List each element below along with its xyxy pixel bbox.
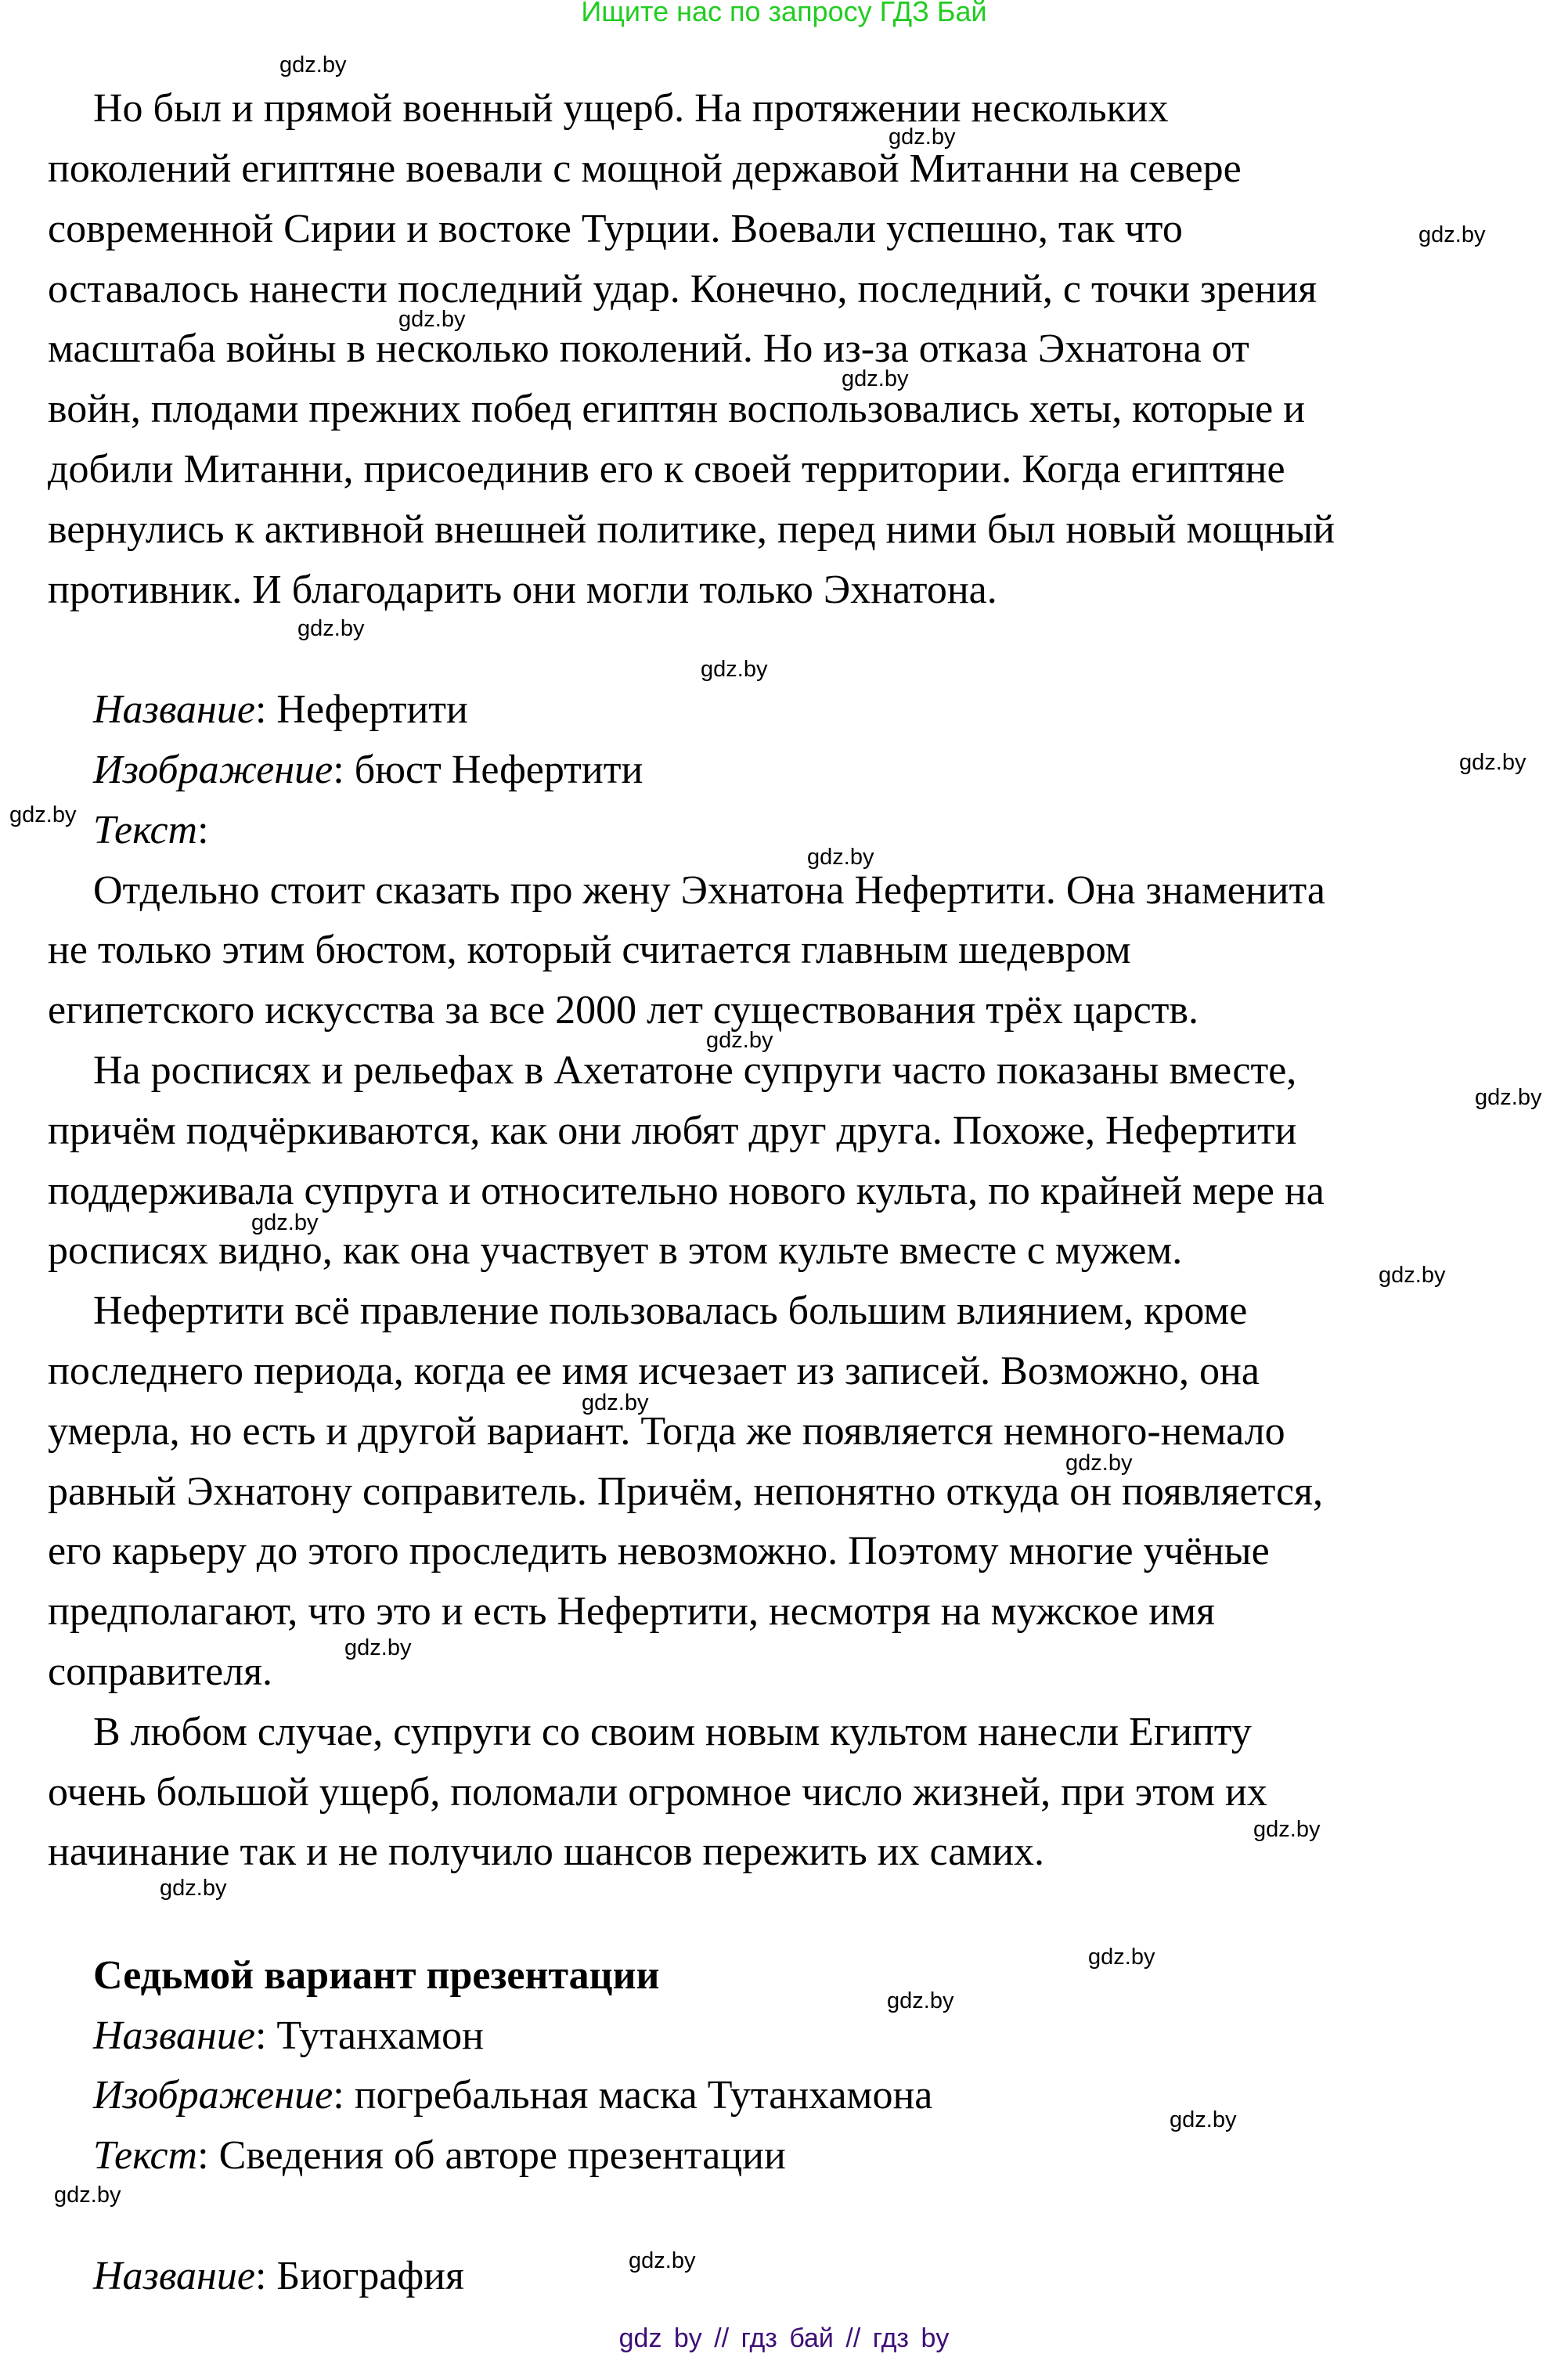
watermark: gdz.by — [1088, 1945, 1155, 1970]
text-line: современной Сирии и востоке Турции. Воевали успешно, так что — [48, 207, 1183, 251]
text-line: поколений египтяне воевали с мощной державой Митанни на севере — [48, 146, 1242, 191]
slide6-name — [93, 679, 468, 740]
watermark: gdz.by — [582, 1390, 649, 1415]
colon: : — [333, 748, 344, 792]
watermark: gdz.by — [344, 1635, 412, 1660]
text-line: предполагают, что это и есть Нефертити, несмотря на мужское имя — [48, 1589, 1215, 1634]
watermark: gdz.by — [1253, 1817, 1321, 1842]
label: Название — [93, 2013, 255, 2058]
watermark: gdz.by — [1170, 2107, 1237, 2132]
watermark: gdz.by — [1418, 222, 1486, 247]
watermark: gdz.by — [251, 1210, 319, 1235]
text-line: умерла, но есть и другой вариант. Тогда же появляется немного-немало — [48, 1409, 1285, 1454]
text-line: Но был и прямой военный ущерб. На протяжении нескольких — [93, 86, 1169, 131]
slide7-text — [93, 2125, 786, 2186]
watermark: gdz.by — [889, 124, 956, 150]
text-line: На росписях и рельефах в Ахетатоне супруги часто показаны вместе, — [93, 1048, 1297, 1093]
colon: : — [197, 2133, 209, 2178]
slide7-name — [93, 2006, 484, 2066]
text-line: Отдельно стоит сказать про жену Эхнатона Нефертити. Она знаменита — [93, 868, 1325, 913]
text-line: египетского искусства за все 2000 лет существования трёх царств. — [48, 988, 1199, 1033]
value: Сведения об авторе презентации — [218, 2133, 786, 2178]
slide6-image — [93, 740, 643, 800]
watermark: gdz.by — [297, 616, 365, 641]
text-line: противник. И благодарить они могли только Эхнатона. — [48, 568, 997, 612]
label: Название — [93, 687, 255, 732]
value: бюст Нефертити — [354, 748, 643, 792]
value: Биография — [276, 2254, 464, 2298]
watermark: gdz.by — [54, 2183, 121, 2208]
slide7-image — [93, 2065, 932, 2125]
colon: : — [254, 2254, 267, 2298]
text-line: добили Митанни, присоединив его к своей территории. Когда египтяне — [48, 447, 1285, 492]
text-line: оставалось нанести последний удар. Конечно, последний, с точки зрения — [48, 267, 1317, 312]
label: Изображение — [93, 2073, 333, 2118]
text-line: последнего периода, когда ее имя исчезает из записей. Возможно, она — [48, 1349, 1260, 1393]
label: Изображение — [93, 748, 333, 792]
text-line: росписях видно, как она участвует в этом культе вместе с мужем. — [48, 1228, 1183, 1273]
search-banner: Ищите нас по запросу ГДЗ Бай — [581, 0, 987, 27]
label: Текст — [93, 2133, 198, 2178]
colon: : — [197, 808, 209, 852]
text-line: начинание так и не получило шансов пережить их самих. — [48, 1829, 1045, 1874]
label: Текст — [93, 808, 198, 852]
text-line: вернулись к активной внешней политике, перед ними был новый мощный — [48, 507, 1336, 552]
text-line: поддерживала супруга и относительно нового культа, по крайней мере на — [48, 1169, 1325, 1213]
watermark: gdz.by — [807, 845, 874, 870]
text-line: его карьеру до этого проследить невозможно. Поэтому многие учёные — [48, 1529, 1270, 1573]
watermark: gdz.by — [706, 1028, 773, 1053]
watermark: gdz.by — [842, 366, 909, 391]
watermark: gdz.by — [1459, 750, 1527, 775]
watermark: gdz.by — [887, 1988, 954, 2013]
value: Нефертити — [276, 687, 468, 732]
colon: : — [254, 2013, 267, 2058]
slide6-text — [93, 800, 209, 860]
section-heading: Седьмой вариант презентации — [93, 1953, 660, 1998]
value: Тутанхамон — [276, 2013, 484, 2058]
slide8-name — [93, 2246, 464, 2306]
colon: : — [254, 687, 267, 732]
watermark: gdz.by — [1379, 1263, 1446, 1288]
text-line: соправителя. — [48, 1649, 273, 1694]
footer-links: gdz by // гдз бай // гдз by — [618, 2323, 950, 2353]
value: погребальная маска Тутанхамона — [354, 2073, 933, 2118]
text-line: очень большой ущерб, поломали огромное число жизней, при этом их — [48, 1770, 1267, 1815]
watermark: gdz.by — [1065, 1451, 1133, 1476]
label: Название — [93, 2254, 255, 2298]
watermark: gdz.by — [629, 2248, 696, 2273]
text-line: причём подчёркиваются, как они любят друг друга. Похоже, Нефертити — [48, 1108, 1297, 1153]
text-line: Нефертити всё правление пользовалась большим влиянием, кроме — [93, 1289, 1248, 1333]
watermark: gdz.by — [9, 802, 77, 827]
watermark: gdz.by — [160, 1876, 227, 1901]
text-line: не только этим бюстом, который считается главным шедевром — [48, 928, 1131, 972]
watermark: gdz.by — [701, 657, 768, 682]
colon: : — [333, 2073, 344, 2118]
text-line: равный Эхнатону соправитель. Причём, непонятно откуда он появляется, — [48, 1469, 1323, 1514]
watermark: gdz.by — [398, 307, 466, 332]
watermark: gdz.by — [1475, 1085, 1542, 1110]
text-line: войн, плодами прежних побед египтян воспользовались хеты, которые и — [48, 387, 1306, 431]
text-line: В любом случае, супруги со своим новым культом нанесли Египту — [93, 1710, 1252, 1754]
text-line: масштаба войны в несколько поколений. Но из-за отказа Эхнатона от — [48, 326, 1249, 371]
watermark: gdz.by — [279, 52, 347, 77]
